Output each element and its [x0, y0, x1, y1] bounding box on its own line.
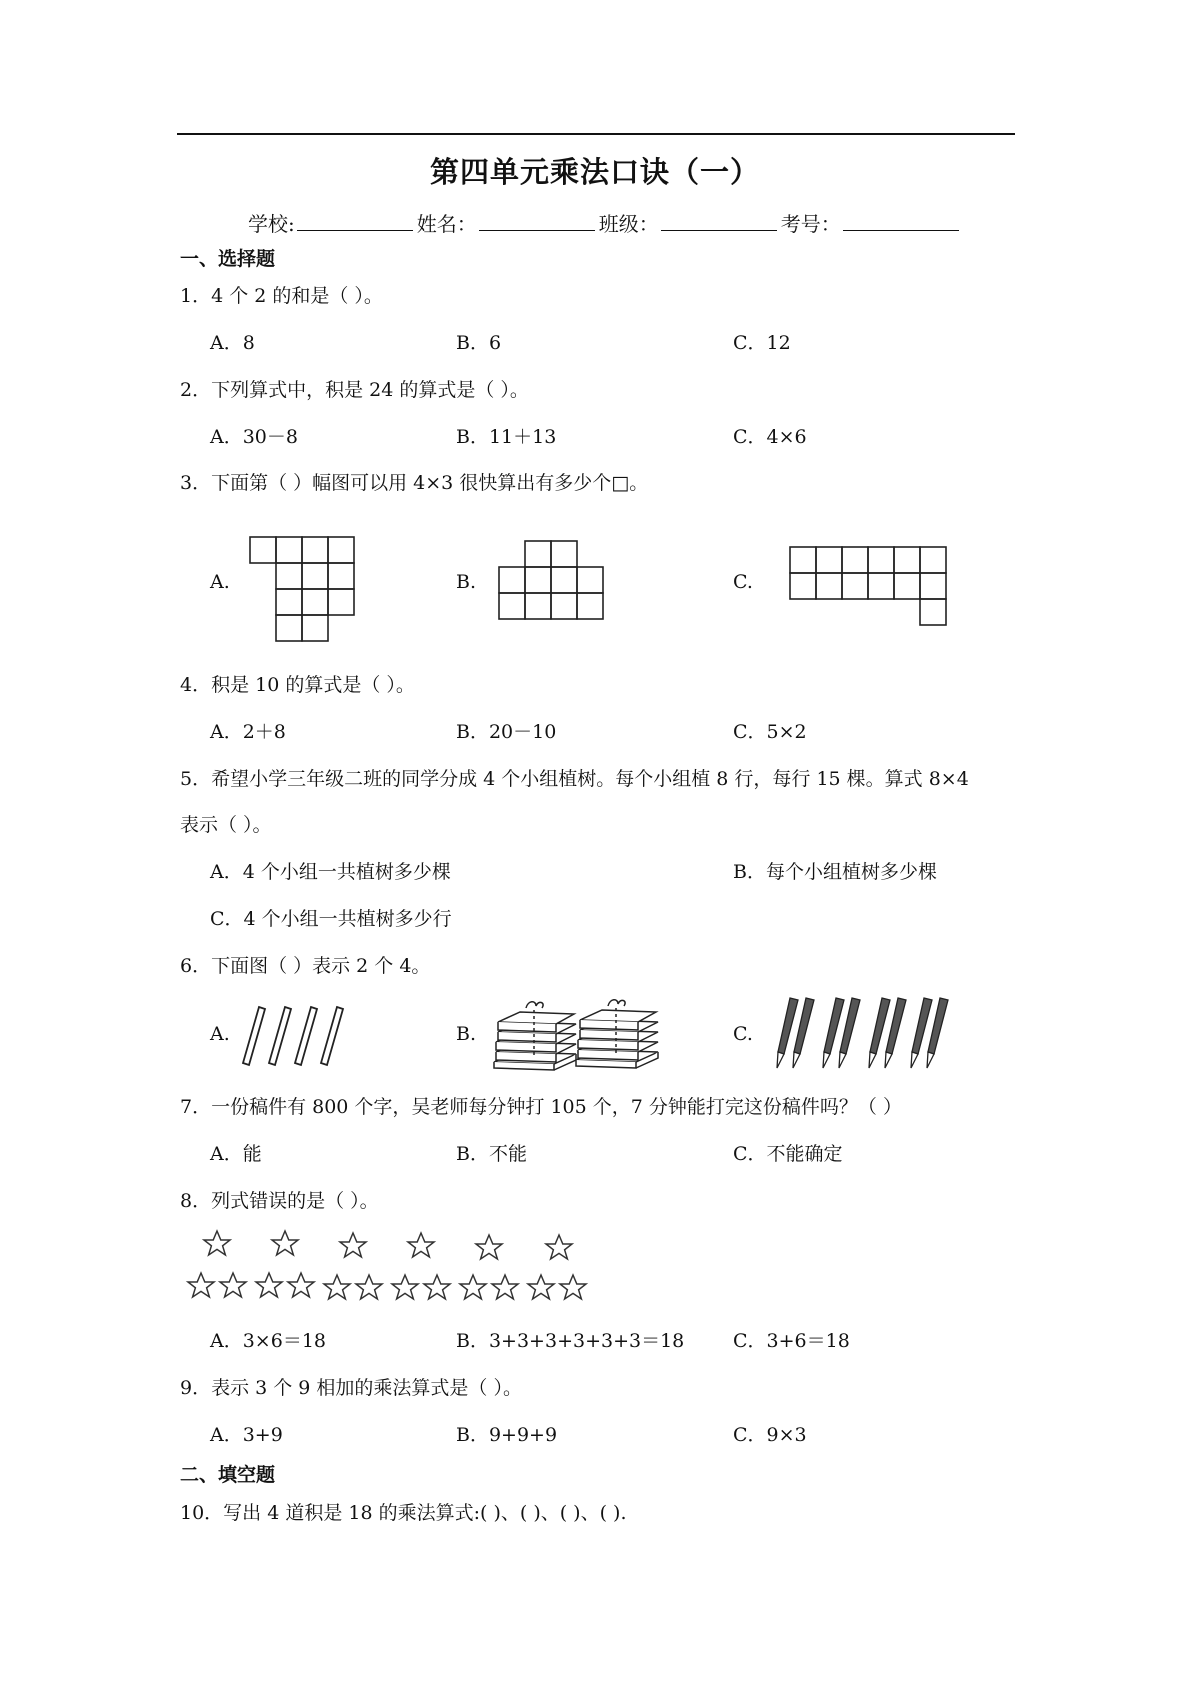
question-5-line-2: 表示（ ）。 — [180, 814, 272, 836]
question-6: 6．下面图（ ）表示 2 个 4。 — [180, 955, 431, 977]
q5-option-c[interactable]: C．4 个小组一共植树多少行 — [210, 908, 452, 930]
header-rule — [177, 133, 1015, 135]
page-title: 第四单元乘法口诀（一） — [429, 155, 760, 189]
student-info-line — [248, 208, 963, 237]
q6-option-c[interactable]: C. — [733, 1023, 753, 1045]
question-3: 3．下面第（ ）幅图可以用 4×3 很快算出有多少个□。 — [180, 472, 649, 494]
q3-grid-figure-a — [249, 536, 357, 644]
q4-option-c[interactable]: C．5×2 — [733, 721, 807, 743]
q6-book-stacks-figure — [490, 998, 662, 1070]
question-4: 4．积是 10 的算式是（ ）。 — [180, 674, 415, 696]
q7-option-a[interactable]: A．能 — [210, 1143, 262, 1165]
question-7: 7．一份稿件有 800 个字，吴老师每分钟打 105 个，7 分钟能打完这份稿件吗？（ ） — [180, 1096, 902, 1118]
school-label: 学校: — [248, 212, 295, 236]
q3-option-b[interactable]: B. — [456, 571, 477, 593]
section-choice-heading: 一、选择题 — [180, 248, 276, 270]
question-5-line-1: 5．希望小学三年级二班的同学分成 4 个小组植树。每个小组植 8 行，每行 15 棵。算式 8×4 — [180, 768, 969, 790]
class-blank[interactable] — [661, 208, 777, 231]
q5-option-b[interactable]: B．每个小组植树多少棵 — [733, 861, 937, 883]
q7-option-b[interactable]: B．不能 — [456, 1143, 527, 1165]
q8-option-a[interactable]: A．3×6＝18 — [210, 1330, 326, 1352]
q5-option-a[interactable]: A．4 个小组一共植树多少棵 — [210, 861, 451, 883]
q6-pens-figure — [772, 996, 952, 1072]
q2-option-a[interactable]: A．30－8 — [210, 426, 298, 448]
q8-stars-figure — [185, 1228, 595, 1306]
exam-no-label: 考号： — [780, 212, 841, 236]
section-fill-heading: 二、填空题 — [180, 1464, 276, 1486]
name-label: 姓名： — [416, 212, 477, 236]
q3-option-a[interactable]: A. — [210, 571, 230, 593]
q6-option-a[interactable]: A. — [210, 1023, 230, 1045]
question-8: 8．列式错误的是（ ）。 — [180, 1190, 379, 1212]
question-9: 9．表示 3 个 9 相加的乘法算式是（ ）。 — [180, 1377, 522, 1399]
q9-option-b[interactable]: B．9+9+9 — [456, 1424, 558, 1446]
q8-option-c[interactable]: C．3+6＝18 — [733, 1330, 850, 1352]
star-row-top — [204, 1231, 572, 1259]
q9-option-a[interactable]: A．3+9 — [210, 1424, 283, 1446]
exam-no-blank[interactable] — [843, 208, 959, 231]
question-2: 2．下列算式中，积是 24 的算式是（ ）。 — [180, 379, 529, 401]
q1-option-a[interactable]: A．8 — [210, 332, 255, 354]
name-blank[interactable] — [479, 208, 595, 231]
star-row-bottom — [188, 1273, 586, 1299]
q3-grid-figure-b — [498, 540, 606, 622]
question-1: 1．4 个 2 的和是（ ）。 — [180, 285, 383, 307]
q1-option-c[interactable]: C．12 — [733, 332, 791, 354]
school-blank[interactable] — [297, 208, 413, 231]
q4-option-b[interactable]: B．20－10 — [456, 721, 557, 743]
q4-option-a[interactable]: A．2＋8 — [210, 721, 286, 743]
q2-option-b[interactable]: B．11＋13 — [456, 426, 557, 448]
class-label: 班级： — [598, 212, 659, 236]
q7-option-c[interactable]: C．不能确定 — [733, 1143, 843, 1165]
question-10: 10．写出 4 道积是 18 的乘法算式:( )、( )、( )、( ). — [180, 1502, 627, 1524]
q3-option-c[interactable]: C. — [733, 571, 753, 593]
q6-option-b[interactable]: B. — [456, 1023, 477, 1045]
q6-sticks-figure — [243, 1003, 353, 1067]
q2-option-c[interactable]: C．4×6 — [733, 426, 807, 448]
q1-option-b[interactable]: B．6 — [456, 332, 502, 354]
q9-option-c[interactable]: C．9×3 — [733, 1424, 807, 1446]
q3-grid-figure-c — [789, 546, 949, 628]
q8-option-b[interactable]: B．3+3+3+3+3+3＝18 — [456, 1330, 685, 1352]
